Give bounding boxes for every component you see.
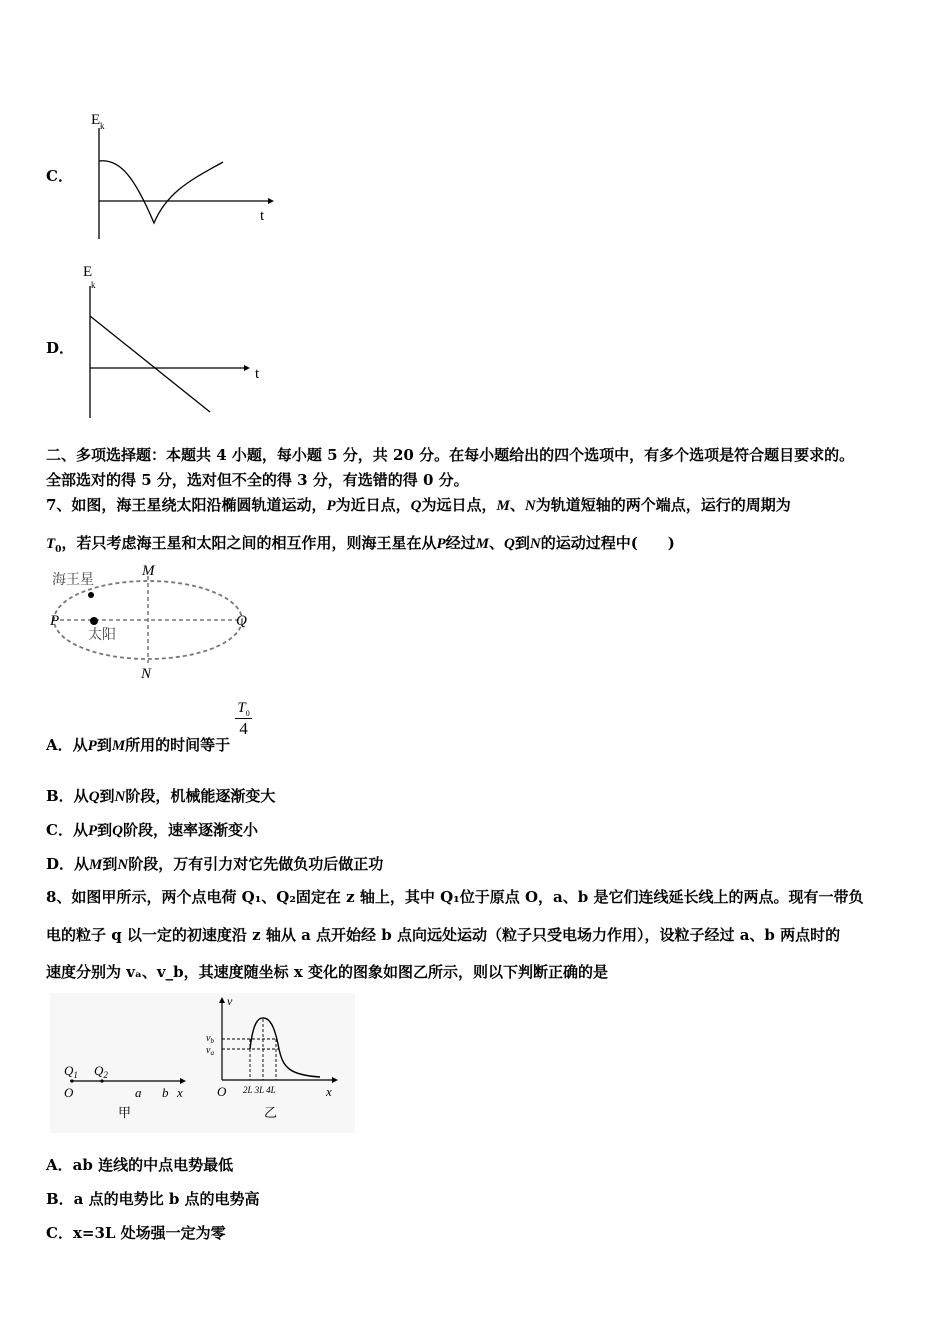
sun-label: 太阳 [88, 628, 116, 643]
x-axis-label: t [260, 208, 265, 224]
v-axis-label: v [227, 994, 233, 1008]
option-d-label: D． [46, 339, 75, 357]
x-axis-arrow [268, 198, 274, 204]
section2-line1: 二、多项选择题：本题共 4 小题，每小题 5 分，共 20 分。在每小题给出的四个选项中，有多个选项是符合题目要求的。 [46, 446, 855, 464]
point-a-label: a [135, 1085, 142, 1100]
q7-option-c[interactable]: C．从P到Q阶段，速率逐渐变小 [46, 821, 258, 839]
q8-line3: 速度分别为 vₐ、v_b，其速度随坐标 x 变化的图象如图乙所示，则以下判断正确的是 [46, 963, 609, 981]
y-axis-sub: k [91, 280, 96, 290]
q7-option-a[interactable]: A．从P到M所用的时间等于 $\frac{T_0}{4}$ [46, 700, 250, 754]
q7-line1: 7、如图，海王星绕太阳沿椭圆轨道运动，P为近日点，Q为远日点，M、N为轨道短轴的两个端点，运行的周期为 [46, 496, 791, 514]
q8-figures [50, 993, 355, 1133]
neptune-label: 海王星 [52, 573, 94, 588]
q8-line1: 8、如图甲所示，两个点电荷 Q₁、Q₂固定在 z 轴上，其中 Q₁位于原点 O，a、b 是它们连线延长线上的两点。现有一带负 [46, 888, 864, 906]
x-axis-label: t [255, 366, 260, 382]
y-axis-label: E [83, 264, 93, 280]
vb-label: $v_b$ [206, 1033, 214, 1045]
q7-orbit-figure [46, 562, 261, 682]
y-axis-sub: k [100, 121, 105, 131]
section2-line2: 全部选对的得 5 分，选对但不全的得 3 分，有选错的得 0 分。 [46, 471, 469, 489]
option-d-graph [72, 258, 282, 418]
va-label: $v_a$ [206, 1045, 214, 1057]
point-p-label: P [50, 613, 60, 629]
q7-option-d[interactable]: D．从M到N阶段，万有引力对它先做负功后做正功 [46, 855, 384, 873]
caption-yi: 乙 [264, 1105, 278, 1120]
point-b-label: b [162, 1085, 169, 1100]
origin-label: O [64, 1085, 74, 1100]
sun-dot [90, 617, 98, 625]
option-c-label: C． [46, 167, 73, 185]
q8-line2: 电的粒子 q 以一定的初速度沿 z 轴从 a 点开始经 b 点向远处运动（粒子只受电场力作用），设粒子经过 a、b 两点时的 [46, 926, 841, 944]
q1-label: $Q_1$ [64, 1063, 78, 1080]
x-axis-arrow [244, 365, 250, 371]
q8-option-b[interactable]: B．a 点的电势比 b 点的电势高 [46, 1190, 260, 1208]
ek-line [90, 316, 210, 412]
fraction-t0-over-4: $\frac{T_0}{4}$ [237, 700, 250, 738]
tick-labels: 2L 3L 4L [243, 1085, 276, 1095]
q8-option-c[interactable]: C．x=3L 处场强一定为零 [46, 1224, 226, 1242]
caption-jia: 甲 [118, 1105, 132, 1120]
point-q-label: Q [236, 613, 247, 629]
x-axis-label: x [177, 1085, 183, 1100]
origin-label: O [217, 1084, 227, 1099]
y-axis-label: E [91, 112, 101, 128]
point-n-label: N [141, 666, 152, 682]
neptune-dot [88, 592, 94, 598]
q2-label: $Q_2$ [94, 1063, 108, 1080]
q8-option-a[interactable]: A．ab 连线的中点电势最低 [46, 1156, 234, 1174]
q7-line2: $T_0$，若只考虑海王星和太阳之间的相互作用，则海王星在从P经过M、Q到N的运动过程中( ) [46, 534, 675, 555]
point-m-label: M [142, 563, 155, 579]
x-axis-label: x [326, 1084, 332, 1099]
ek-curve [99, 161, 223, 223]
option-c-graph [80, 108, 280, 243]
q7-option-b[interactable]: B．从Q到N阶段，机械能逐渐变大 [46, 787, 276, 805]
